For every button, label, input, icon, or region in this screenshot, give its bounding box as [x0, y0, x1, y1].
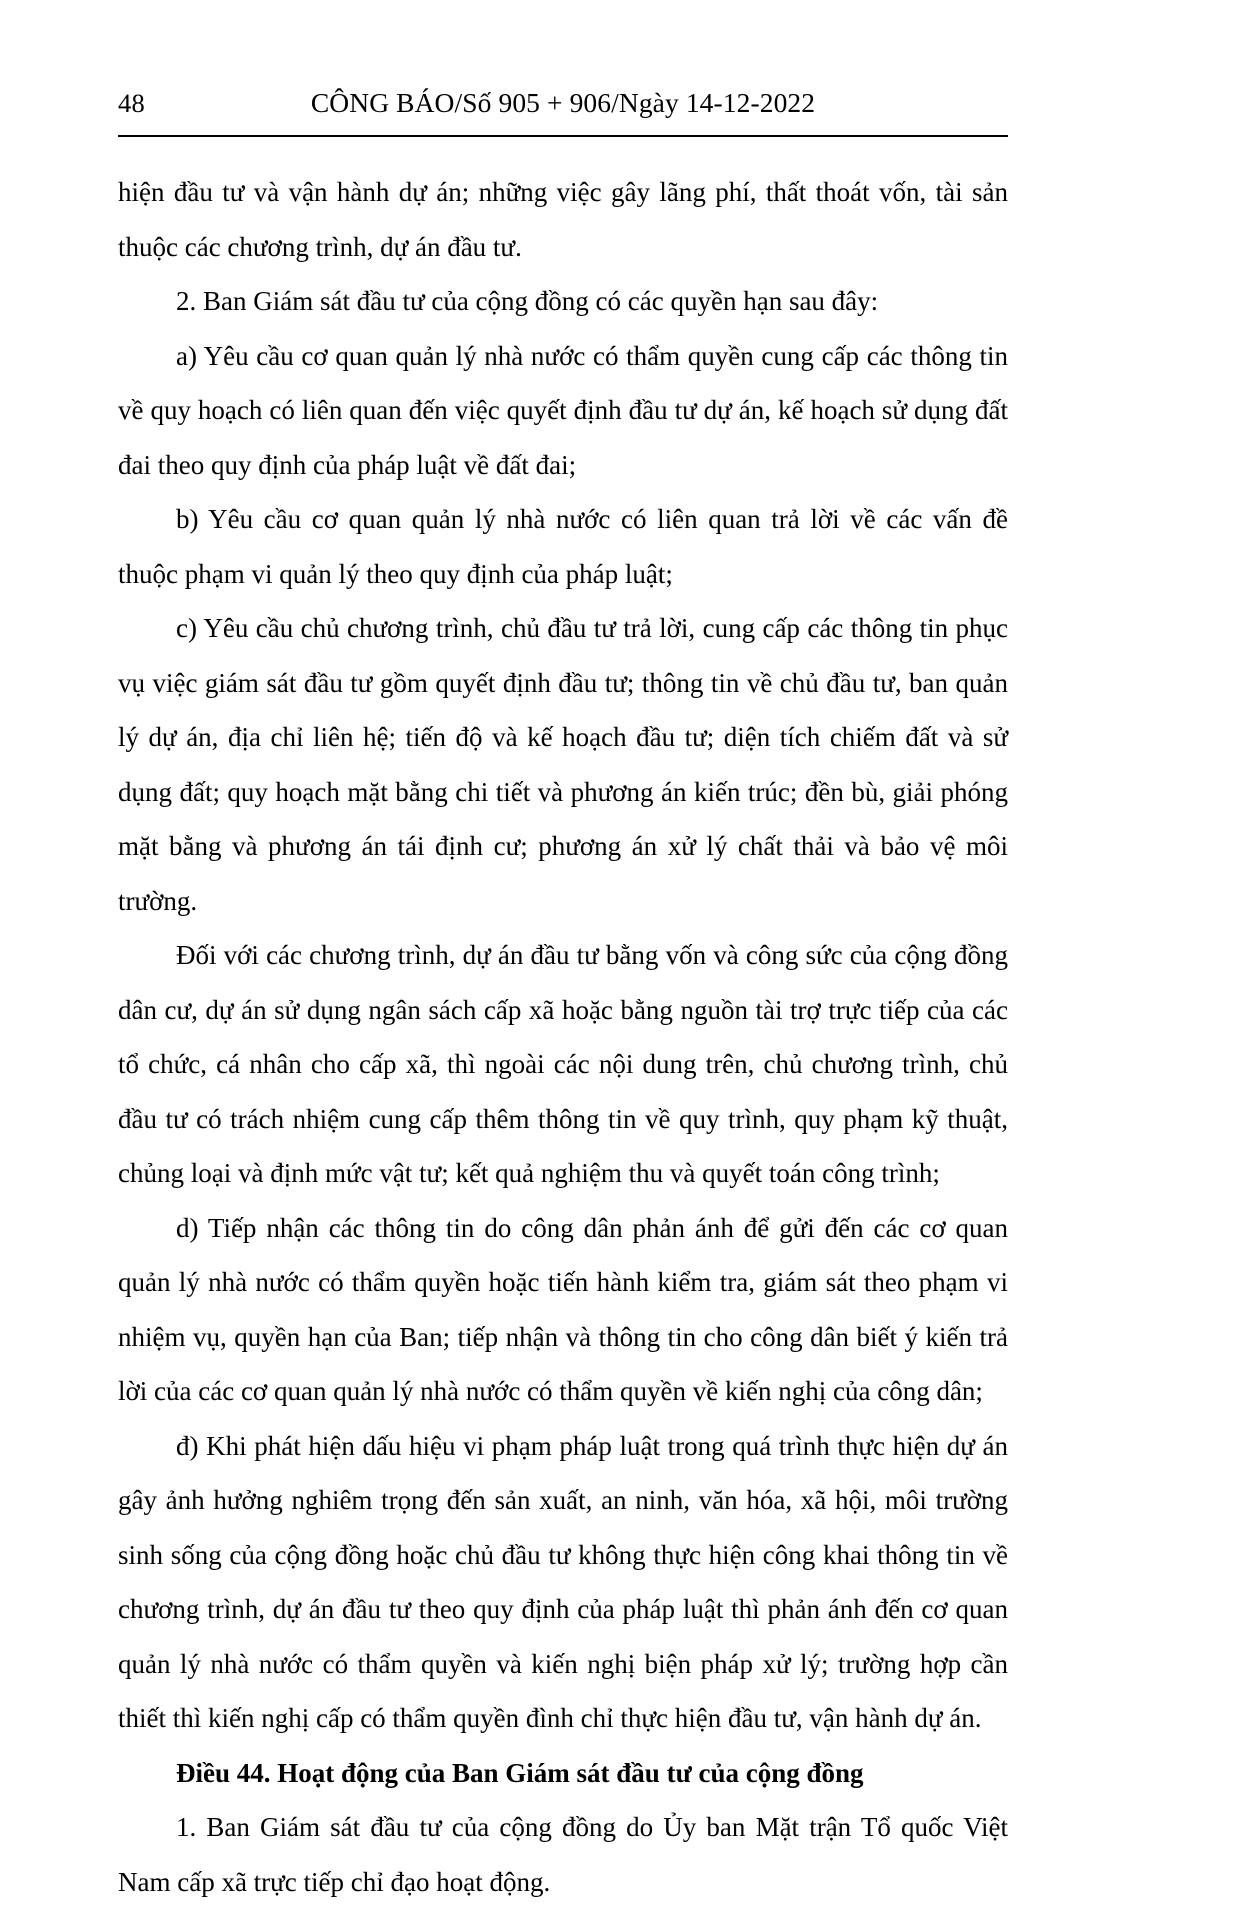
p-point-c-sub: Đối với các chương trình, dự án đầu tư bằng vốn và công sức của cộng đồng dân cư, dự án sử dụng ngân sách cấp xã hoặc bằng nguồn tài trợ trực tiếp của các tổ chức, cá nhân cho cấp xã, thì ngoài các nội dung trên, chủ chương trình, chủ đầu tư có trách nhiệm cung cấp thêm thông tin về quy trình, quy phạm kỹ thuật, chủng loại và định mức vật tư; kết quả nghiệm thu và quyết toán công trình; — [118, 940, 1008, 1188]
page-content-area — [118, 86, 1008, 1909]
gazette-header-title: CÔNG BÁO/Số 905 + 906/Ngày 14-12-2022 — [310, 87, 816, 118]
p-clause-2: 2. Ban Giám sát đầu tư của cộng đồng có các quyền hạn sau đây: — [176, 286, 879, 316]
page-number: 48 — [118, 88, 145, 118]
p-point-a: a) Yêu cầu cơ quan quản lý nhà nước có thẩm quyền cung cấp các thông tin về quy hoạch có liên quan đến việc quyết định đầu tư dự án, kế hoạch sử dụng đất đai theo quy định của pháp luật về đất đai; — [118, 340, 1008, 480]
document-body — [118, 165, 1008, 1909]
running-head — [118, 86, 1008, 132]
p-point-dd: đ) Khi phát hiện dấu hiệu vi phạm pháp luật trong quá trình thực hiện dự án gây ảnh hưởng nghiêm trọng đến sản xuất, an ninh, văn hóa, xã hội, môi trường sinh sống của cộng đồng hoặc chủ đầu tư không thực hiện công khai thông tin về chương trình, dự án đầu tư theo quy định của pháp luật thì phản ánh đến cơ quan quản lý nhà nước có thẩm quyền và kiến nghị biện pháp xử lý; trường hợp cần thiết thì kiến nghị cấp có thẩm quyền đình chỉ thực hiện đầu tư, vận hành dự án. — [118, 1430, 1008, 1733]
header-divider-rule — [118, 135, 1008, 137]
p-article-44-clause-1: 1. Ban Giám sát đầu tư của cộng đồng do Ủy ban Mặt trận Tổ quốc Việt Nam cấp xã trực tiếp chỉ đạo hoạt động. — [118, 1812, 1008, 1897]
p-point-c: c) Yêu cầu chủ chương trình, chủ đầu tư trả lời, cung cấp các thông tin phục vụ việc giám sát đầu tư gồm quyết định đầu tư; thông tin về chủ đầu tư, ban quản lý dự án, địa chỉ liên hệ; tiến độ và kế hoạch đầu tư; diện tích chiếm đất và sử dụng đất; quy hoạch mặt bằng chi tiết và phương án kiến trúc; đền bù, giải phóng mặt bằng và phương án tái định cư; phương án xử lý chất thải và bảo vệ môi trường. — [118, 613, 1008, 916]
p-continuation: hiện đầu tư và vận hành dự án; những việc gây lãng phí, thất thoát vốn, tài sản thuộc các chương trình, dự án đầu tư. — [118, 177, 1008, 262]
p-point-b: b) Yêu cầu cơ quan quản lý nhà nước có liên quan trả lời về các vấn đề thuộc phạm vi quản lý theo quy định của pháp luật; — [118, 504, 1008, 589]
p-article-44-heading: Điều 44. Hoạt động của Ban Giám sát đầu tư của cộng đồng — [176, 1757, 864, 1788]
p-point-d: d) Tiếp nhận các thông tin do công dân phản ánh để gửi đến các cơ quan quản lý nhà nước có thẩm quyền hoặc tiến hành kiểm tra, giám sát theo phạm vi nhiệm vụ, quyền hạn của Ban; tiếp nhận và thông tin cho công dân biết ý kiến trả lời của các cơ quan quản lý nhà nước có thẩm quyền về kiến nghị của công dân; — [118, 1212, 1008, 1406]
